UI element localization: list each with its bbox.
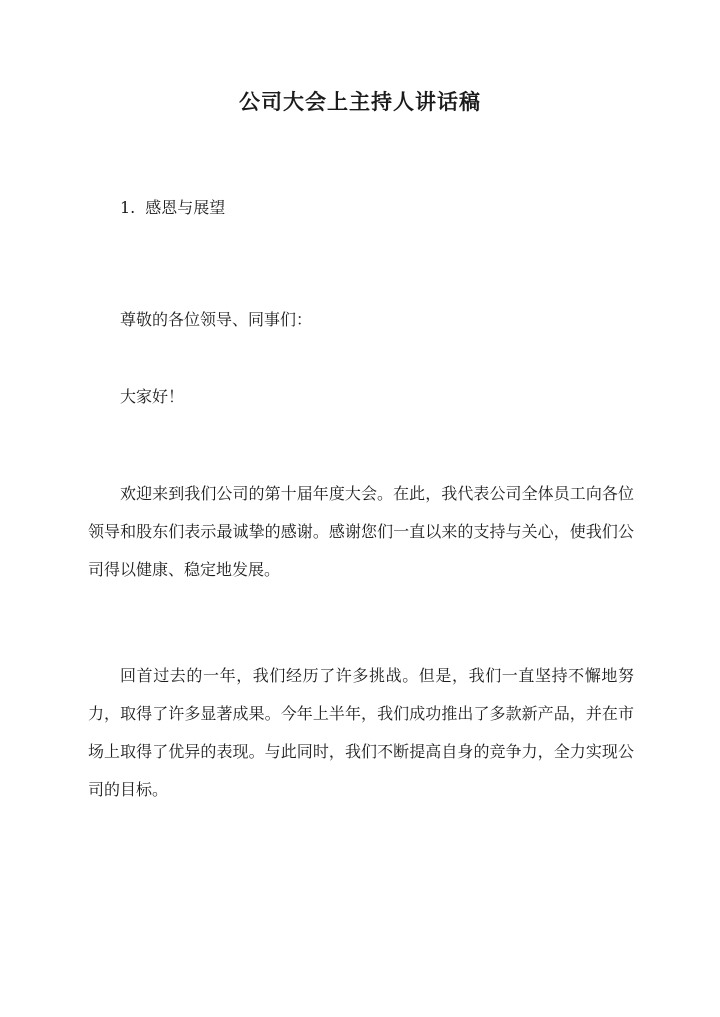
section-number: 1. [120, 198, 136, 217]
section-title: 感恩与展望 [145, 198, 226, 217]
section-heading [120, 196, 225, 220]
review-paragraph: 回首过去的一年，我们经历了许多挑战。但是，我们一直坚持不懈地努力，取得了许多显著成果。今年上半年，我们成功推出了多款新产品，并在市场上取得了优异的表现。与此同时，我们不断提高自身的竞争力，全力实现公司的目标。 [88, 666, 634, 799]
welcome-paragraph: 欢迎来到我们公司的第十届年度大会。在此，我代表公司全体员工向各位领导和股东们表示最诚挚的感谢。感谢您们一直以来的支持与关心，使我们公司得以健康、稳定地发展。 [88, 484, 634, 579]
salutation-paragraph: 尊敬的各位领导、同事们： [120, 310, 313, 329]
greeting-paragraph: 大家好！ [120, 387, 185, 406]
document-title: 公司大会上主持人讲话稿 [239, 89, 481, 114]
